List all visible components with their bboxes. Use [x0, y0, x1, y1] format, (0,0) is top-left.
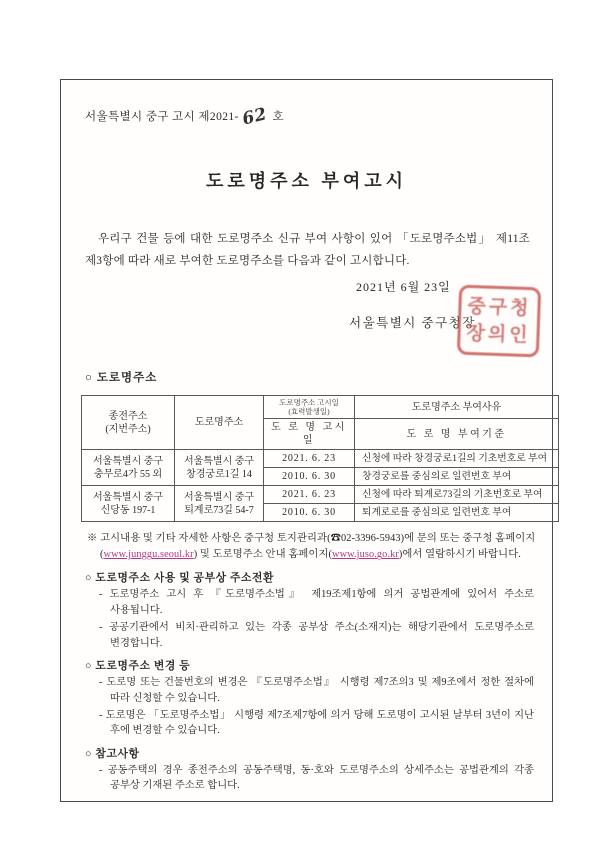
row1-date-1: 2021. 6. 23 — [264, 450, 355, 468]
header-reason-small: 도로명주소 부여사유 — [355, 395, 559, 419]
seal-text-row2: 장의인 — [466, 323, 531, 347]
row2-new-address — [175, 486, 264, 522]
header-new-address: 도로명주소 — [175, 395, 264, 450]
section-usage-heading: ○ 도로명주소 사용 및 공부상 주소전환 — [85, 572, 275, 585]
table-header-row-1 — [82, 395, 559, 419]
header-notice-date-main: 도 로 명 고시일 — [264, 419, 355, 450]
table-row — [82, 486, 559, 504]
footnote-line2-post: )에서 열람하시기 바랍니다. — [398, 549, 521, 561]
junggu-homepage-link[interactable]: www.junggu.seoul.kr — [103, 549, 194, 561]
header-date-small-line1: 도로명주소 고시일 — [279, 397, 339, 407]
section-change — [61, 658, 552, 739]
document-border-frame — [60, 79, 553, 802]
row1-new-line1: 서울특별시 중구 — [183, 455, 255, 467]
header-old-address-line2: (지번주소) — [105, 423, 151, 435]
row2-old-line1: 서울특별시 중구 — [92, 491, 164, 503]
section-change-heading: ○ 도로명주소 변경 등 — [85, 660, 191, 673]
row1-old-line2: 충무로4가 55 외 — [93, 468, 163, 480]
handwritten-notice-number: 62 — [240, 104, 269, 130]
road-name-address-table — [81, 395, 559, 523]
row1-date-2: 2010. 6. 30 — [264, 468, 355, 486]
section-reference — [61, 746, 552, 794]
row1-new-line2: 창경궁로1길 14 — [186, 468, 252, 480]
row2-reason-1: 신청에 따라 퇴계로73길의 기초번호로 부여 — [355, 486, 559, 504]
seal-text-row1: 중구청 — [467, 295, 532, 319]
row2-reason-2: 퇴계로로를 중심의로 일련번호 부여 — [355, 504, 559, 522]
section-heading-addresses: ○ 도로명주소 — [85, 371, 158, 384]
juso-homepage-link[interactable]: www.juso.go.kr — [332, 549, 399, 561]
row2-date-2: 2010. 6. 30 — [264, 504, 355, 522]
section-change-item: - 도로명은 「도로명주소법」 시행령 제7조제7항에 의거 당해 도로명이 고시된 날부터 3년이 지난 후에 변경할 수 있습니다. — [99, 709, 534, 737]
footnote-line1: ※ 고시내용 및 기타 자세한 사항은 중구청 토지관리과(☎02-3396-5943)에 문의 또는 중구청 홈페이지 — [87, 533, 536, 545]
notice-number-line — [85, 104, 552, 130]
header-old-address — [82, 395, 175, 450]
header-date-small-line2: (효력발생일) — [288, 407, 330, 417]
footnote-line2-mid: ) 및 도로명주소 안내 홈페이지( — [193, 549, 333, 561]
row1-new-address — [175, 450, 264, 486]
notice-body-paragraph: 우리구 건물 등에 대한 도로명주소 신규 부여 사항이 있어 「도로명주소법」 제11조 제3항에 따라 새로 부여한 도로명주소를 다음과 같이 고시합니다. — [85, 233, 530, 267]
notice-number-prefix: 서울특별시 중구 고시 제2021- — [85, 111, 239, 123]
notice-number-suffix: 호 — [272, 111, 285, 123]
section-reference-item: - 공동주택의 경우 종전주소의 공동주택명, 동·호와 도로명주소의 상세주소는 공법관계의 각종 공부상 기재된 주소로 합니다. — [99, 764, 534, 792]
section-usage — [61, 570, 552, 651]
page-title: 도로명주소 부여고시 — [206, 171, 407, 191]
section-usage-item: - 도로명주소 고시 후 『도로명주소법』 제19조제1항에 의거 공법관계에 있어서 주소로 사용됩니다. — [99, 589, 534, 616]
official-seal-stamp — [457, 285, 541, 358]
signer-title: 서울특별시 중구청장 — [349, 316, 476, 330]
section-change-item: - 도로명 또는 건물번호의 변경은 『도로명주소법』 시행령 제7조의3 및 제9조에서 정한 절차에 따라 신청할 수 있습니다. — [99, 677, 534, 704]
footnote-line2 — [87, 547, 536, 563]
header-reason-main: 도 로 명 부여기준 — [355, 419, 559, 450]
row2-new-line2: 퇴계로73길 54-7 — [184, 504, 254, 516]
table-row — [82, 450, 559, 468]
row2-date-1: 2021. 6. 23 — [264, 486, 355, 504]
footnote-line2-pre: ( — [100, 549, 104, 561]
row1-old-address — [82, 450, 175, 486]
header-old-address-line1: 종전주소 — [108, 410, 148, 422]
footnote — [87, 531, 536, 563]
row1-reason-1: 신청에 따라 창경궁로1길의 기초번호로 부여 — [355, 450, 559, 468]
row2-old-address — [82, 486, 175, 522]
section-usage-item: - 공공기관에서 비치·관리하고 있는 각종 공부상 주소(소재지)는 해당기관에서 도로명주소로 변경합니다. — [99, 622, 534, 649]
row1-old-line1: 서울특별시 중구 — [92, 455, 164, 467]
row2-old-line2: 신당동 197-1 — [100, 504, 156, 516]
row2-new-line1: 서울특별시 중구 — [183, 491, 255, 503]
section-reference-heading: ○ 참고사항 — [85, 747, 140, 760]
row1-reason-2: 창경궁로를 중심의로 일련번호 부여 — [355, 468, 559, 486]
header-notice-date-small — [264, 395, 355, 419]
notice-date: 2021년 6월 23일 — [356, 280, 451, 294]
